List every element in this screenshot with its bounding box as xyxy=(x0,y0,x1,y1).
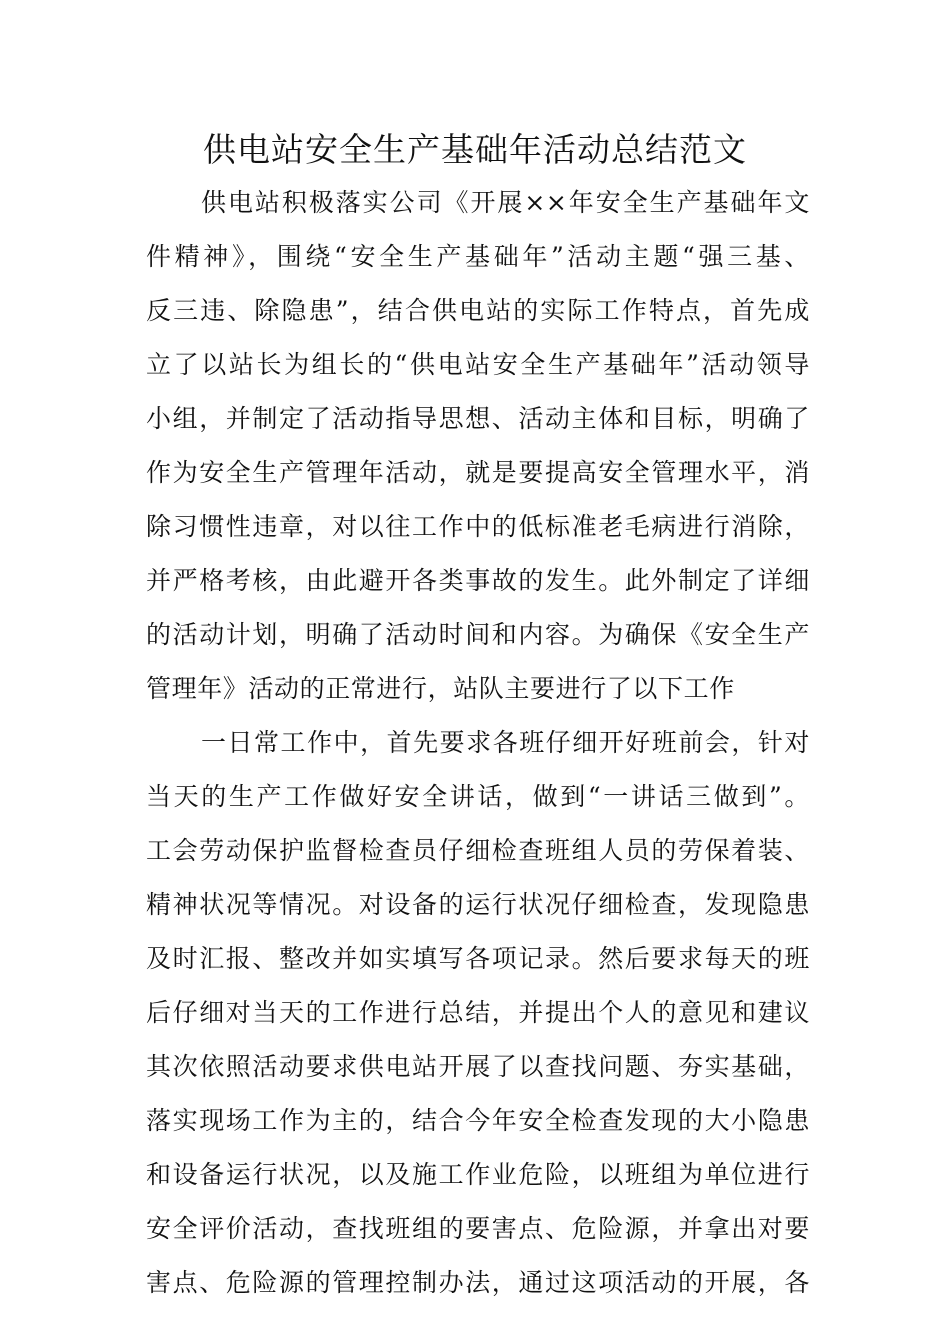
paragraph-1-line: 反三违、除隐患”，结合供电站的实际工作特点，首先成 xyxy=(146,296,810,325)
paragraph-2-line: 及时汇报、整改并如实填写各项记录。然后要求每天的班 xyxy=(146,944,810,973)
paragraph-2-line: 安全评价活动，查找班组的要害点、危险源，并拿出对要 xyxy=(146,1214,810,1243)
paragraph-2-line: 害点、危险源的管理控制办法，通过这项活动的开展，各 xyxy=(146,1268,810,1297)
paragraph-2-line: 工会劳动保护监督检查员仔细检查班组人员的劳保着装、 xyxy=(146,836,810,865)
paragraph-1-line: 管理年》活动的正常进行，站队主要进行了以下工作 xyxy=(146,674,735,703)
paragraph-2-line: 一日常工作中，首先要求各班仔细开好班前会，针对 xyxy=(201,728,810,757)
paragraph-2-line: 后仔细对当天的工作进行总结，并提出个人的意见和建议 xyxy=(146,998,810,1027)
paragraph-1-line: 作为安全生产管理年活动，就是要提高安全管理水平，消 xyxy=(146,458,810,487)
paragraph-2-line: 其次依照活动要求供电站开展了以查找问题、夯实基础， xyxy=(146,1052,810,1081)
paragraph-1-line: 小组，并制定了活动指导思想、活动主体和目标，明确了 xyxy=(146,404,810,433)
paragraph-1-line: 的活动计划，明确了活动时间和内容。为确保《安全生产 xyxy=(146,620,810,649)
paragraph-1-line: 立了以站长为组长的“供电站安全生产基础年”活动领导 xyxy=(146,350,810,379)
paragraph-1-line: 件精神》，围绕“安全生产基础年”活动主题“强三基、 xyxy=(146,242,810,271)
paragraph-2-line: 当天的生产工作做好安全讲话，做到“一讲话三做到”。 xyxy=(146,782,810,811)
paragraph-1-line: 除习惯性违章，对以往工作中的低标准老毛病进行消除， xyxy=(146,512,810,541)
document-title: 供电站安全生产基础年活动总结范文 xyxy=(203,130,747,169)
paragraph-2-line: 和设备运行状况，以及施工作业危险，以班组为单位进行 xyxy=(146,1160,810,1189)
document-body xyxy=(146,176,810,1310)
paragraph-2-line: 精神状况等情况。对设备的运行状况仔细检查，发现隐患 xyxy=(146,890,810,919)
paragraph-1-line: 并严格考核，由此避开各类事故的发生。此外制定了详细 xyxy=(146,566,810,595)
paragraph-2-line: 落实现场工作为主的，结合今年安全检查发现的大小隐患 xyxy=(146,1106,810,1135)
paragraph-1-line: 供电站积极落实公司《开展××年安全生产基础年文 xyxy=(201,188,810,217)
